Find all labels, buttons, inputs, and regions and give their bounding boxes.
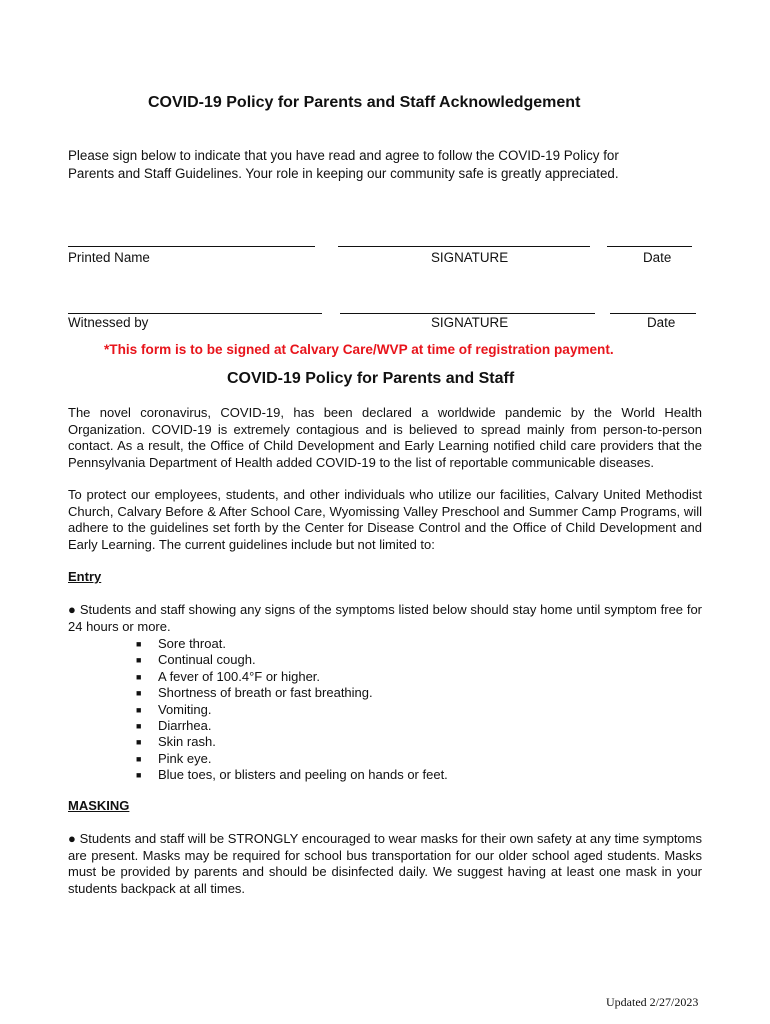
square-bullet-icon: ■ — [136, 704, 142, 715]
signature-label-2: SIGNATURE — [431, 315, 509, 330]
masking-heading: MASKING — [68, 798, 130, 813]
witnessed-by-line[interactable] — [68, 313, 322, 314]
witnessed-by-label: Witnessed by — [68, 315, 149, 330]
list-item: ■ Pink eye. — [136, 750, 212, 766]
list-item: ■ Shortness of breath or fast breathing. — [136, 685, 373, 701]
date-line-2[interactable] — [610, 313, 696, 314]
date-line-1[interactable] — [607, 246, 692, 247]
list-item: ■ Diarrhea. — [136, 718, 212, 734]
list-item: ■ Sore throat. — [136, 636, 226, 651]
intro-line-1: Please sign below to indicate that you have read and agree to follow the COVID-19 Policy for — [68, 148, 619, 163]
signature-label-1: SIGNATURE — [431, 250, 509, 265]
printed-name-label: Printed Name — [68, 250, 150, 265]
list-item: ■ Blue toes, or blisters and peeling on hands or feet. — [136, 767, 448, 783]
square-bullet-icon: ■ — [136, 639, 142, 649]
intro-line-2: Parents and Staff Guidelines. Your role in keeping our community safe is greatly appreciated. — [68, 166, 619, 181]
policy-paragraph-2: To protect our employees, students, and other individuals who utilize our facilities, Calvary United Methodist Church, Calvary Before & After School Care, Wyomissing Valley Preschool and Summer Camp Programs, will adhere to the guidelines set forth by the Center for Disease Control and the Office of Child Development and Early Learning. The current guidelines include but not limited to: — [68, 487, 702, 552]
updated-date: Updated 2/27/2023 — [606, 995, 699, 1009]
entry-bullet: ● Students and staff showing any signs of the symptoms listed below should stay home until symptom free for 24 hours or more. — [68, 602, 702, 634]
signature-line-1[interactable] — [338, 246, 590, 247]
masking-bullet: ● Students and staff will be STRONGLY encouraged to wear masks for their own safety at any time symptoms are present. Masks may be required for school bus transportation for our older school aged students. Masks must be provided by parents and should be disinfected daily. We suggest having at least one mask in your students backpack at all times. — [68, 831, 702, 896]
square-bullet-icon: ■ — [136, 671, 142, 682]
square-bullet-icon: ■ — [136, 753, 142, 764]
printed-name-line[interactable] — [68, 246, 315, 247]
square-bullet-icon: ■ — [136, 721, 142, 732]
symptom-list — [136, 636, 448, 784]
policy-title: COVID-19 Policy for Parents and Staff — [227, 370, 515, 387]
square-bullet-icon: ■ — [136, 688, 142, 699]
list-item: ■ Continual cough. — [136, 652, 256, 668]
square-bullet-icon: ■ — [136, 655, 142, 666]
date-label-2: Date — [647, 315, 676, 330]
square-bullet-icon: ■ — [136, 770, 142, 781]
registration-notice: *This form is to be signed at Calvary Care/WVP at time of registration payment. — [104, 342, 614, 357]
entry-heading: Entry — [68, 569, 102, 584]
list-item: ■ A fever of 100.4°F or higher. — [136, 668, 321, 684]
acknowledgement-title: COVID-19 Policy for Parents and Staff Acknowledgement — [148, 94, 581, 111]
list-item: ■ Vomiting. — [136, 701, 212, 717]
signature-line-2[interactable] — [340, 313, 595, 314]
date-label-1: Date — [643, 250, 672, 265]
list-item: ■ Skin rash. — [136, 734, 216, 750]
square-bullet-icon: ■ — [136, 737, 142, 748]
policy-paragraph-1: The novel coronavirus, COVID-19, has been declared a worldwide pandemic by the World Health Organization. COVID-19 is extremely contagious and is believed to spread mainly from person-to-person contact. As a result, the Office of Child Development and Early Learning notified child care providers that the Pennsylvania Department of Health added COVID-19 to the list of reportable communicable diseases. — [68, 405, 702, 470]
